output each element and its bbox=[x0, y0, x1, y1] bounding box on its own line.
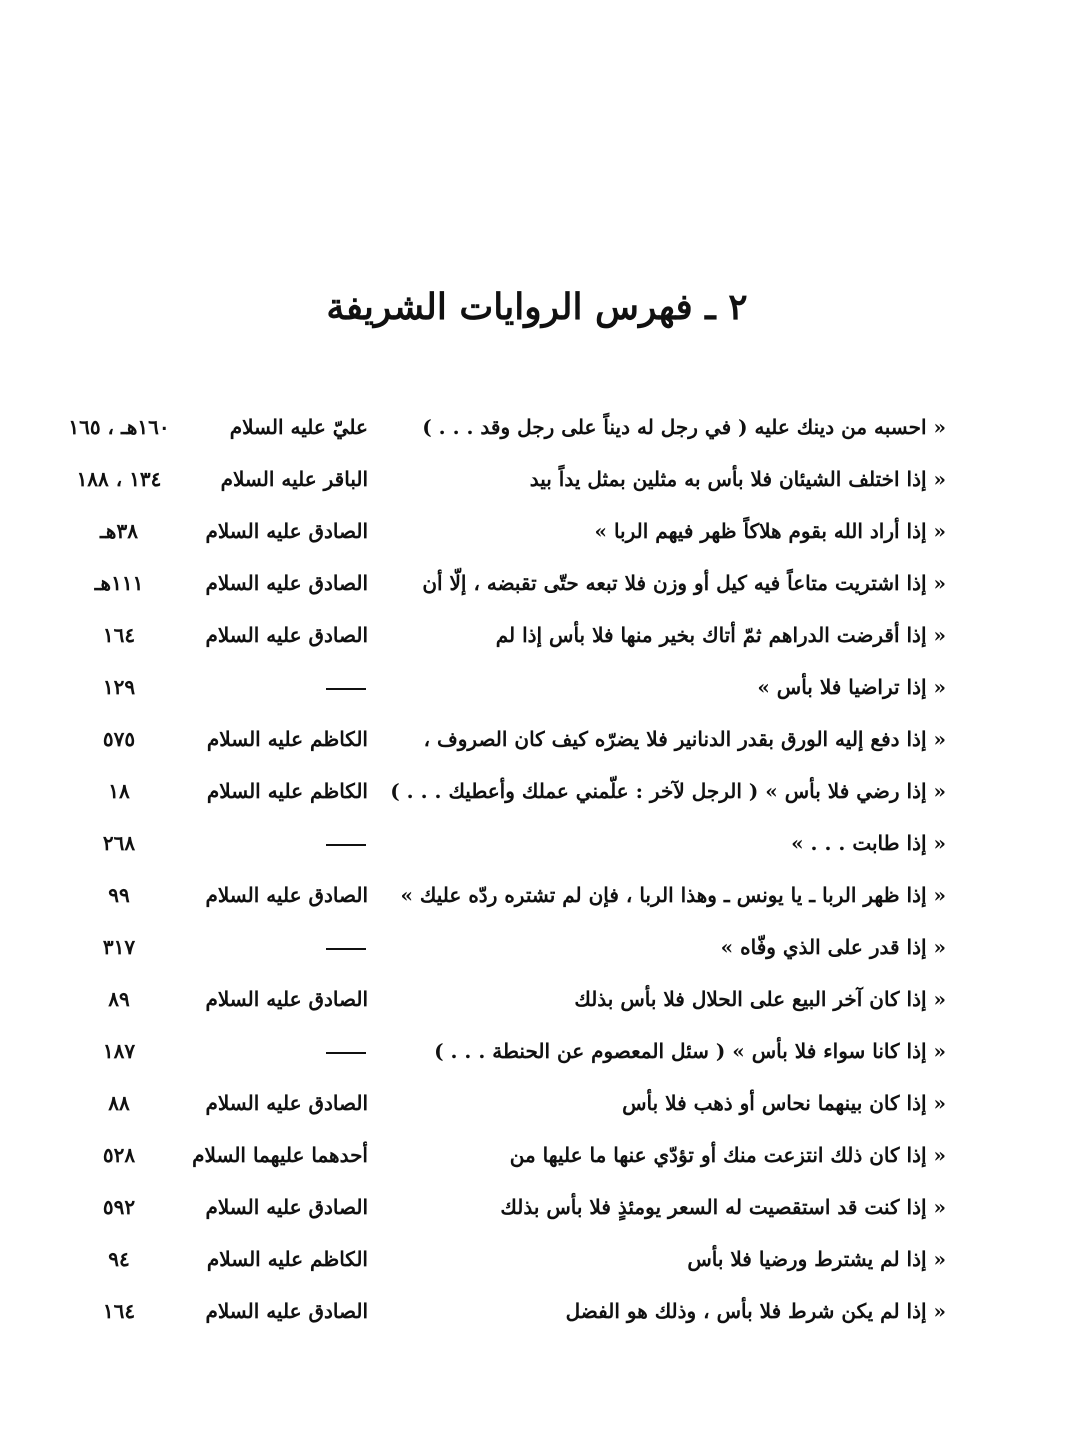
narration-text: « إذا لم يشترط ورضيا فلا بأس bbox=[687, 1247, 946, 1271]
dash-mark bbox=[326, 948, 366, 950]
narration-text: « إذا كان ذلك انتزعت منك أو تؤدّي عنها ما عليها من bbox=[509, 1143, 946, 1167]
index-row bbox=[0, 612, 1074, 664]
narration-text: « إذا ظهر الربا ـ يا يونس ـ وهذا الربا ، فإن لم تشتره ردّه عليك » bbox=[400, 883, 946, 907]
index-row bbox=[0, 1236, 1074, 1288]
narration-text: « إذا كان بينهما نحاس أو ذهب فلا بأس bbox=[622, 1091, 946, 1115]
narration-text: « إذا رضي فلا بأس » ( الرجل لآخر : علّمني عملك وأعطيك . . . ) bbox=[390, 779, 946, 803]
narration-text: « إذا تراضيا فلا بأس » bbox=[757, 675, 946, 699]
index-row bbox=[0, 820, 1074, 872]
narration-text: « إذا دفع إليه الورق بقدر الدنانير فلا يضرّه كيف كان الصروف ، bbox=[423, 727, 946, 751]
narration-text: « إذا طابت . . . » bbox=[791, 831, 946, 855]
narration-text: « إذا اختلف الشيئان فلا بأس به مثلين بمثل يداً بيد bbox=[529, 467, 946, 491]
page-numbers: ١٢٩ bbox=[102, 675, 136, 699]
narration-text: « إذا كانا سواء فلا بأس » ( سئل المعصوم عن الحنطة . . . ) bbox=[434, 1039, 946, 1063]
page-numbers: ٩٩ bbox=[108, 883, 130, 907]
index-row bbox=[0, 1080, 1074, 1132]
page-numbers: ١٨ bbox=[108, 779, 130, 803]
page-numbers: ١٨٧ bbox=[102, 1039, 136, 1063]
index-row bbox=[0, 560, 1074, 612]
narrator: الصادق عليه السلام bbox=[205, 623, 368, 647]
page-numbers: ٥٧٥ bbox=[102, 727, 136, 751]
page-numbers: ٣١٧ bbox=[102, 935, 136, 959]
dash-mark bbox=[326, 1052, 366, 1054]
narration-text: « إذا لم يكن شرط فلا بأس ، وذلك هو الفضل bbox=[565, 1299, 946, 1323]
narrations-index-table bbox=[0, 404, 1074, 1344]
page-numbers: ١٦٤ bbox=[102, 1299, 136, 1323]
narrator: الكاظم عليه السلام bbox=[206, 727, 368, 751]
narrator-dash bbox=[218, 1028, 368, 1080]
page-numbers: ١٦٤ bbox=[102, 623, 136, 647]
page-numbers: ٥٩٢ bbox=[102, 1195, 136, 1219]
dash-mark bbox=[326, 688, 366, 690]
index-row bbox=[0, 872, 1074, 924]
page-numbers: ٥٢٨ bbox=[102, 1143, 136, 1167]
page-title: ٢ ـ فهرس الروايات الشريفة bbox=[326, 286, 748, 328]
index-row bbox=[0, 456, 1074, 508]
narration-text: « إذا كنت قد استقصيت له السعر يومئذٍ فلا بأس بذلك bbox=[500, 1195, 946, 1219]
index-row bbox=[0, 976, 1074, 1028]
page-numbers: ١١١هـ bbox=[94, 571, 144, 595]
index-row bbox=[0, 924, 1074, 976]
narration-text: « إذا قدر على الذي وفّاه » bbox=[720, 935, 946, 959]
dash-mark bbox=[326, 844, 366, 846]
narrator: الصادق عليه السلام bbox=[205, 883, 368, 907]
page-numbers: ٣٨هـ bbox=[100, 519, 138, 543]
narration-text: « إذا أراد الله بقوم هلاكاً ظهر فيهم الربا » bbox=[594, 519, 946, 543]
narrator: أحدهما عليهما السلام bbox=[192, 1143, 368, 1167]
page-numbers: ٢٦٨ bbox=[102, 831, 136, 855]
narration-text: « إذا أقرضت الدراهم ثمّ أتاك بخير منها فلا بأس إذا لم bbox=[495, 623, 946, 647]
narrator: الصادق عليه السلام bbox=[205, 519, 368, 543]
narrator: الكاظم عليه السلام bbox=[206, 779, 368, 803]
page-numbers: ٨٩ bbox=[108, 987, 130, 1011]
narration-text: « إذا كان آخر البيع على الحلال فلا بأس بذلك bbox=[574, 987, 946, 1011]
narrator: الباقر عليه السلام bbox=[220, 467, 368, 491]
narrator: الكاظم عليه السلام bbox=[206, 1247, 368, 1271]
index-row bbox=[0, 1184, 1074, 1236]
index-row bbox=[0, 508, 1074, 560]
narrator-dash bbox=[218, 924, 368, 976]
index-row bbox=[0, 1288, 1074, 1340]
narrator-dash bbox=[218, 664, 368, 716]
index-row bbox=[0, 1028, 1074, 1080]
narrator: الصادق عليه السلام bbox=[205, 1299, 368, 1323]
narrator: عليّ عليه السلام bbox=[229, 415, 368, 439]
page-numbers: ٩٤ bbox=[108, 1247, 130, 1271]
narration-text: « احسبه من دينك عليه ( في رجل له ديناً على رجل وقد . . . ) bbox=[422, 415, 946, 439]
page-numbers: ١٣٤ ، ١٨٨ bbox=[76, 467, 162, 491]
page-numbers: ١٦٠هـ ، ١٦٥ bbox=[68, 415, 170, 439]
index-row bbox=[0, 1132, 1074, 1184]
index-row bbox=[0, 716, 1074, 768]
narrator-dash bbox=[218, 820, 368, 872]
index-row bbox=[0, 404, 1074, 456]
narrator: الصادق عليه السلام bbox=[205, 987, 368, 1011]
narrator: الصادق عليه السلام bbox=[205, 1091, 368, 1115]
narrator: الصادق عليه السلام bbox=[205, 1195, 368, 1219]
narration-text: « إذا اشتريت متاعاً فيه كيل أو وزن فلا تبعه حتّى تقبضه ، إلّا أن bbox=[422, 571, 946, 595]
narrator: الصادق عليه السلام bbox=[205, 571, 368, 595]
index-row bbox=[0, 768, 1074, 820]
index-row bbox=[0, 664, 1074, 716]
page-numbers: ٨٨ bbox=[108, 1091, 130, 1115]
